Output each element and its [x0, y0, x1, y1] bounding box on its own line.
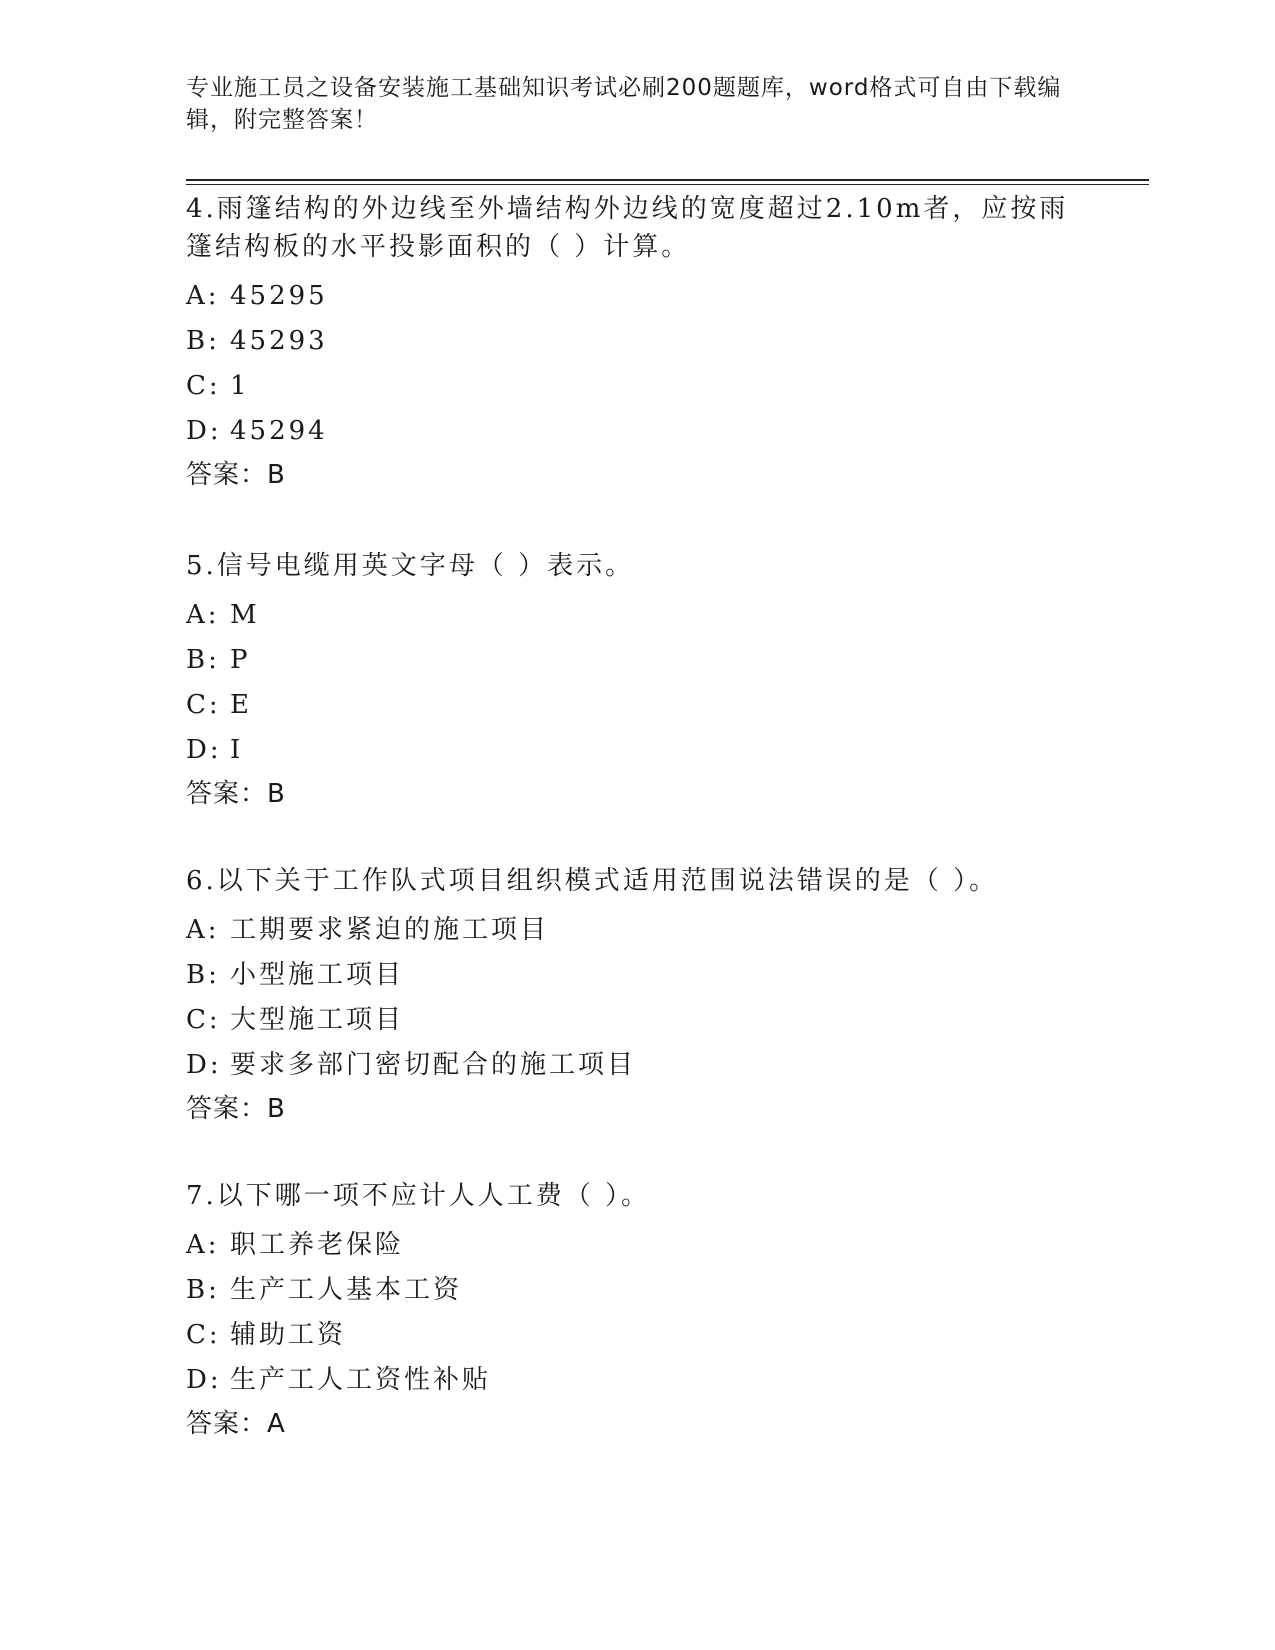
- option-b: [186, 1275, 1086, 1305]
- option-text: 45293: [230, 326, 328, 356]
- option-text: 职工养老保险: [230, 1230, 405, 1260]
- option-text: M: [230, 600, 260, 630]
- question-6: [186, 862, 1086, 1124]
- option-b: [186, 645, 1086, 675]
- option-text: 辅助工资: [230, 1320, 347, 1350]
- option-d: [186, 416, 1086, 446]
- option-text: 生产工人工资性补贴: [230, 1365, 492, 1395]
- option-letter: D:: [186, 1365, 222, 1395]
- option-text: 1: [230, 371, 250, 401]
- option-letter: D:: [186, 416, 222, 446]
- option-letter: B:: [186, 960, 220, 990]
- option-letter: C:: [186, 690, 221, 720]
- option-c: [186, 1005, 1086, 1035]
- answer: 答案：A: [186, 1409, 286, 1439]
- question-stem: 4.雨篷结构的外边线至外墙结构外边线的宽度超过2.10m者，应按雨篷结构板的水平投影面积的（ ）计算。: [186, 194, 1069, 262]
- option-d: [186, 1050, 1086, 1080]
- option-text: 大型施工项目: [230, 1005, 405, 1035]
- option-c: [186, 371, 1086, 401]
- question-stem: 7.以下哪一项不应计人人工费（ ）。: [186, 1181, 651, 1211]
- option-c: [186, 690, 1086, 720]
- option-c: [186, 1320, 1086, 1350]
- answer: 答案：B: [186, 1094, 286, 1124]
- option-letter: C:: [186, 371, 221, 401]
- question-7: [186, 1177, 1086, 1439]
- option-text: 要求多部门密切配合的施工项目: [230, 1050, 637, 1080]
- option-letter: B:: [186, 1275, 220, 1305]
- option-text: 工期要求紧迫的施工项目: [230, 915, 550, 945]
- option-b: [186, 960, 1086, 990]
- question-stem: 6.以下关于工作队式项目组织模式适用范围说法错误的是（ ）。: [186, 866, 999, 896]
- header-divider: [186, 179, 1149, 181]
- option-letter: C:: [186, 1005, 221, 1035]
- option-text: 生产工人基本工资: [230, 1275, 463, 1305]
- option-text: I: [230, 735, 244, 765]
- option-text: 45295: [230, 281, 328, 311]
- option-a: [186, 1230, 1086, 1260]
- answer: 答案：B: [186, 779, 286, 809]
- answer: 答案：B: [186, 460, 286, 490]
- option-text: P: [230, 645, 251, 675]
- option-letter: D:: [186, 735, 222, 765]
- option-d: [186, 735, 1086, 765]
- option-a: [186, 281, 1086, 311]
- option-b: [186, 326, 1086, 356]
- option-text: E: [230, 690, 252, 720]
- question-stem: 5.信号电缆用英文字母（ ）表示。: [186, 551, 635, 581]
- option-letter: B:: [186, 645, 220, 675]
- option-a: [186, 915, 1086, 945]
- option-text: 小型施工项目: [230, 960, 405, 990]
- question-5: [186, 547, 1086, 809]
- option-letter: D:: [186, 1050, 222, 1080]
- option-letter: A:: [186, 1230, 220, 1260]
- option-text: 45294: [230, 416, 328, 446]
- option-letter: C:: [186, 1320, 221, 1350]
- option-letter: B:: [186, 326, 220, 356]
- header-divider-thin: [186, 184, 1149, 185]
- option-letter: A:: [186, 600, 220, 630]
- option-a: [186, 600, 1086, 630]
- document-header: 专业施工员之设备安装施工基础知识考试必刷200题题库，word格式可自由下载编辑，附完整答案！: [186, 75, 1062, 133]
- option-letter: A:: [186, 281, 220, 311]
- option-d: [186, 1365, 1086, 1395]
- option-letter: A:: [186, 915, 220, 945]
- question-4: [186, 190, 1086, 490]
